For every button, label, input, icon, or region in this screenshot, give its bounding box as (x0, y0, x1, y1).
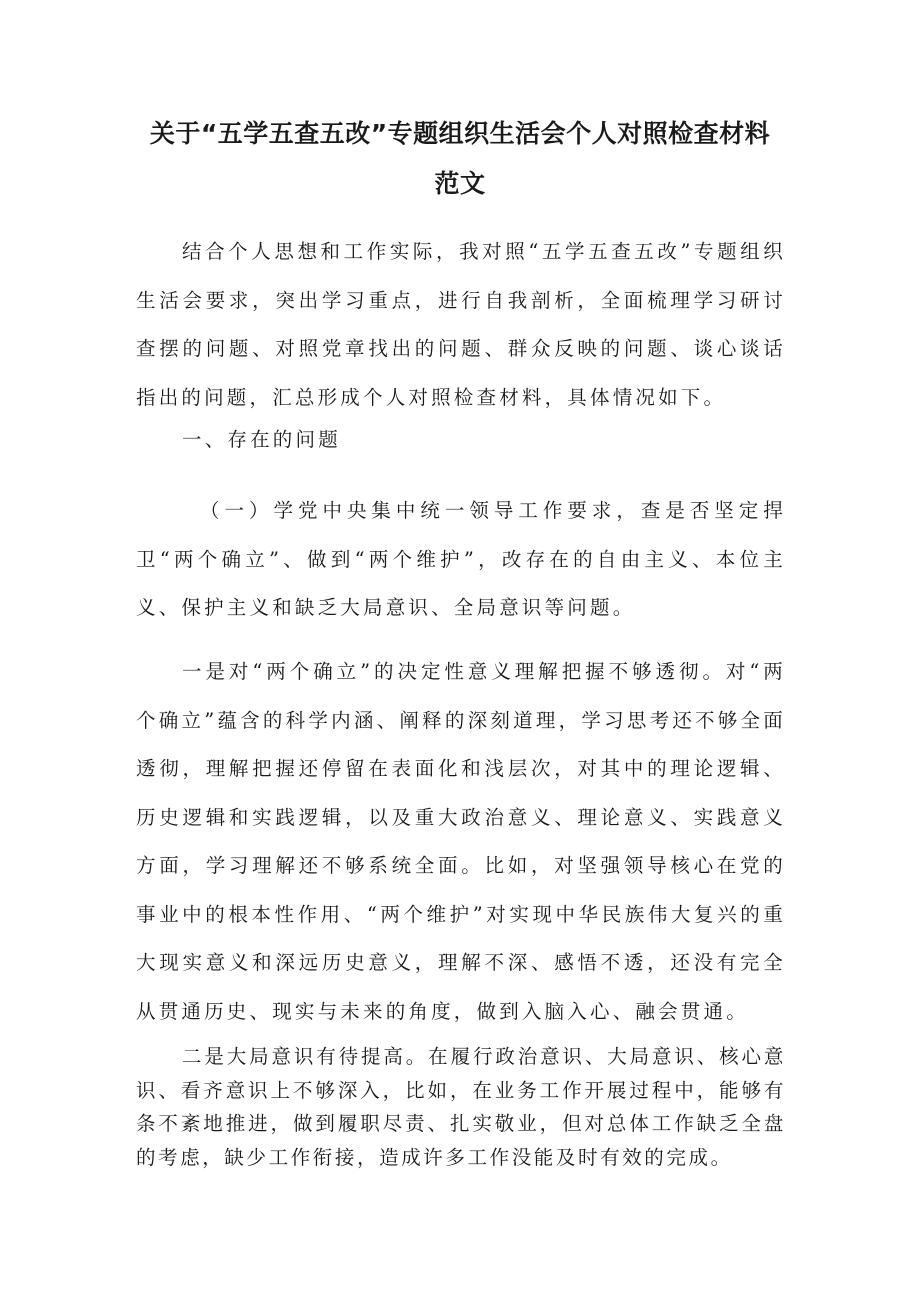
body-paragraph-1: 一是对“两个确立”的决定性意义理解把握不够透彻。对“两个确立”蕴含的科学内涵、阐释的深刻道理，学习思考还不够全面透彻，理解把握还停留在表面化和浅层次，对其中的理论逻辑、历史逻辑和实践逻辑，以及重大政治意义、理论意义、实践意义方面，学习理解还不够系统全面。比如，对坚强领导核心在党的事业中的根本性作用、“两个维护”对实现中华民族伟大复兴的重大现实意义和深远历史意义，理解不深、感悟不透，还没有完全从贯通历史、现实与未来的角度，做到入脑入心、融会贯通。 (136, 660, 786, 1023)
intro-paragraph: 结合个人思想和工作实际，我对照“五学五查五改”专题组织生活会要求，突出学习重点，进行自我剖析，全面梳理学习研讨查摆的问题、对照党章找出的问题、群众反映的问题、谈心谈话指出的问题，汇总形成个人对照检查材料，具体情况如下。 (136, 240, 786, 409)
document-title-line-2: 范文 (434, 169, 486, 198)
section-heading: 一、存在的问题 (182, 428, 341, 451)
document-title-line-1: 关于“五学五查五改”专题组织生活会个人对照检查材料 (149, 119, 771, 148)
body-paragraph-2: 二是大局意识有待提高。在履行政治意识、大局意识、核心意识、看齐意识上不够深入，比如，在业务工作开展过程中，能够有条不紊地推进，做到履职尽责、扎实敬业，但对总体工作缺乏全盘的考虑，缺少工作衔接，造成许多工作没能及时有效的完成。 (136, 1045, 786, 1169)
subsection-heading: （一）学党中央集中统一领导工作要求，查是否坚定捍卫“两个确立”、做到“两个维护”，改存在的自由主义、本位主义、保护主义和缺乏大局意识、全局意识等问题。 (136, 499, 786, 619)
